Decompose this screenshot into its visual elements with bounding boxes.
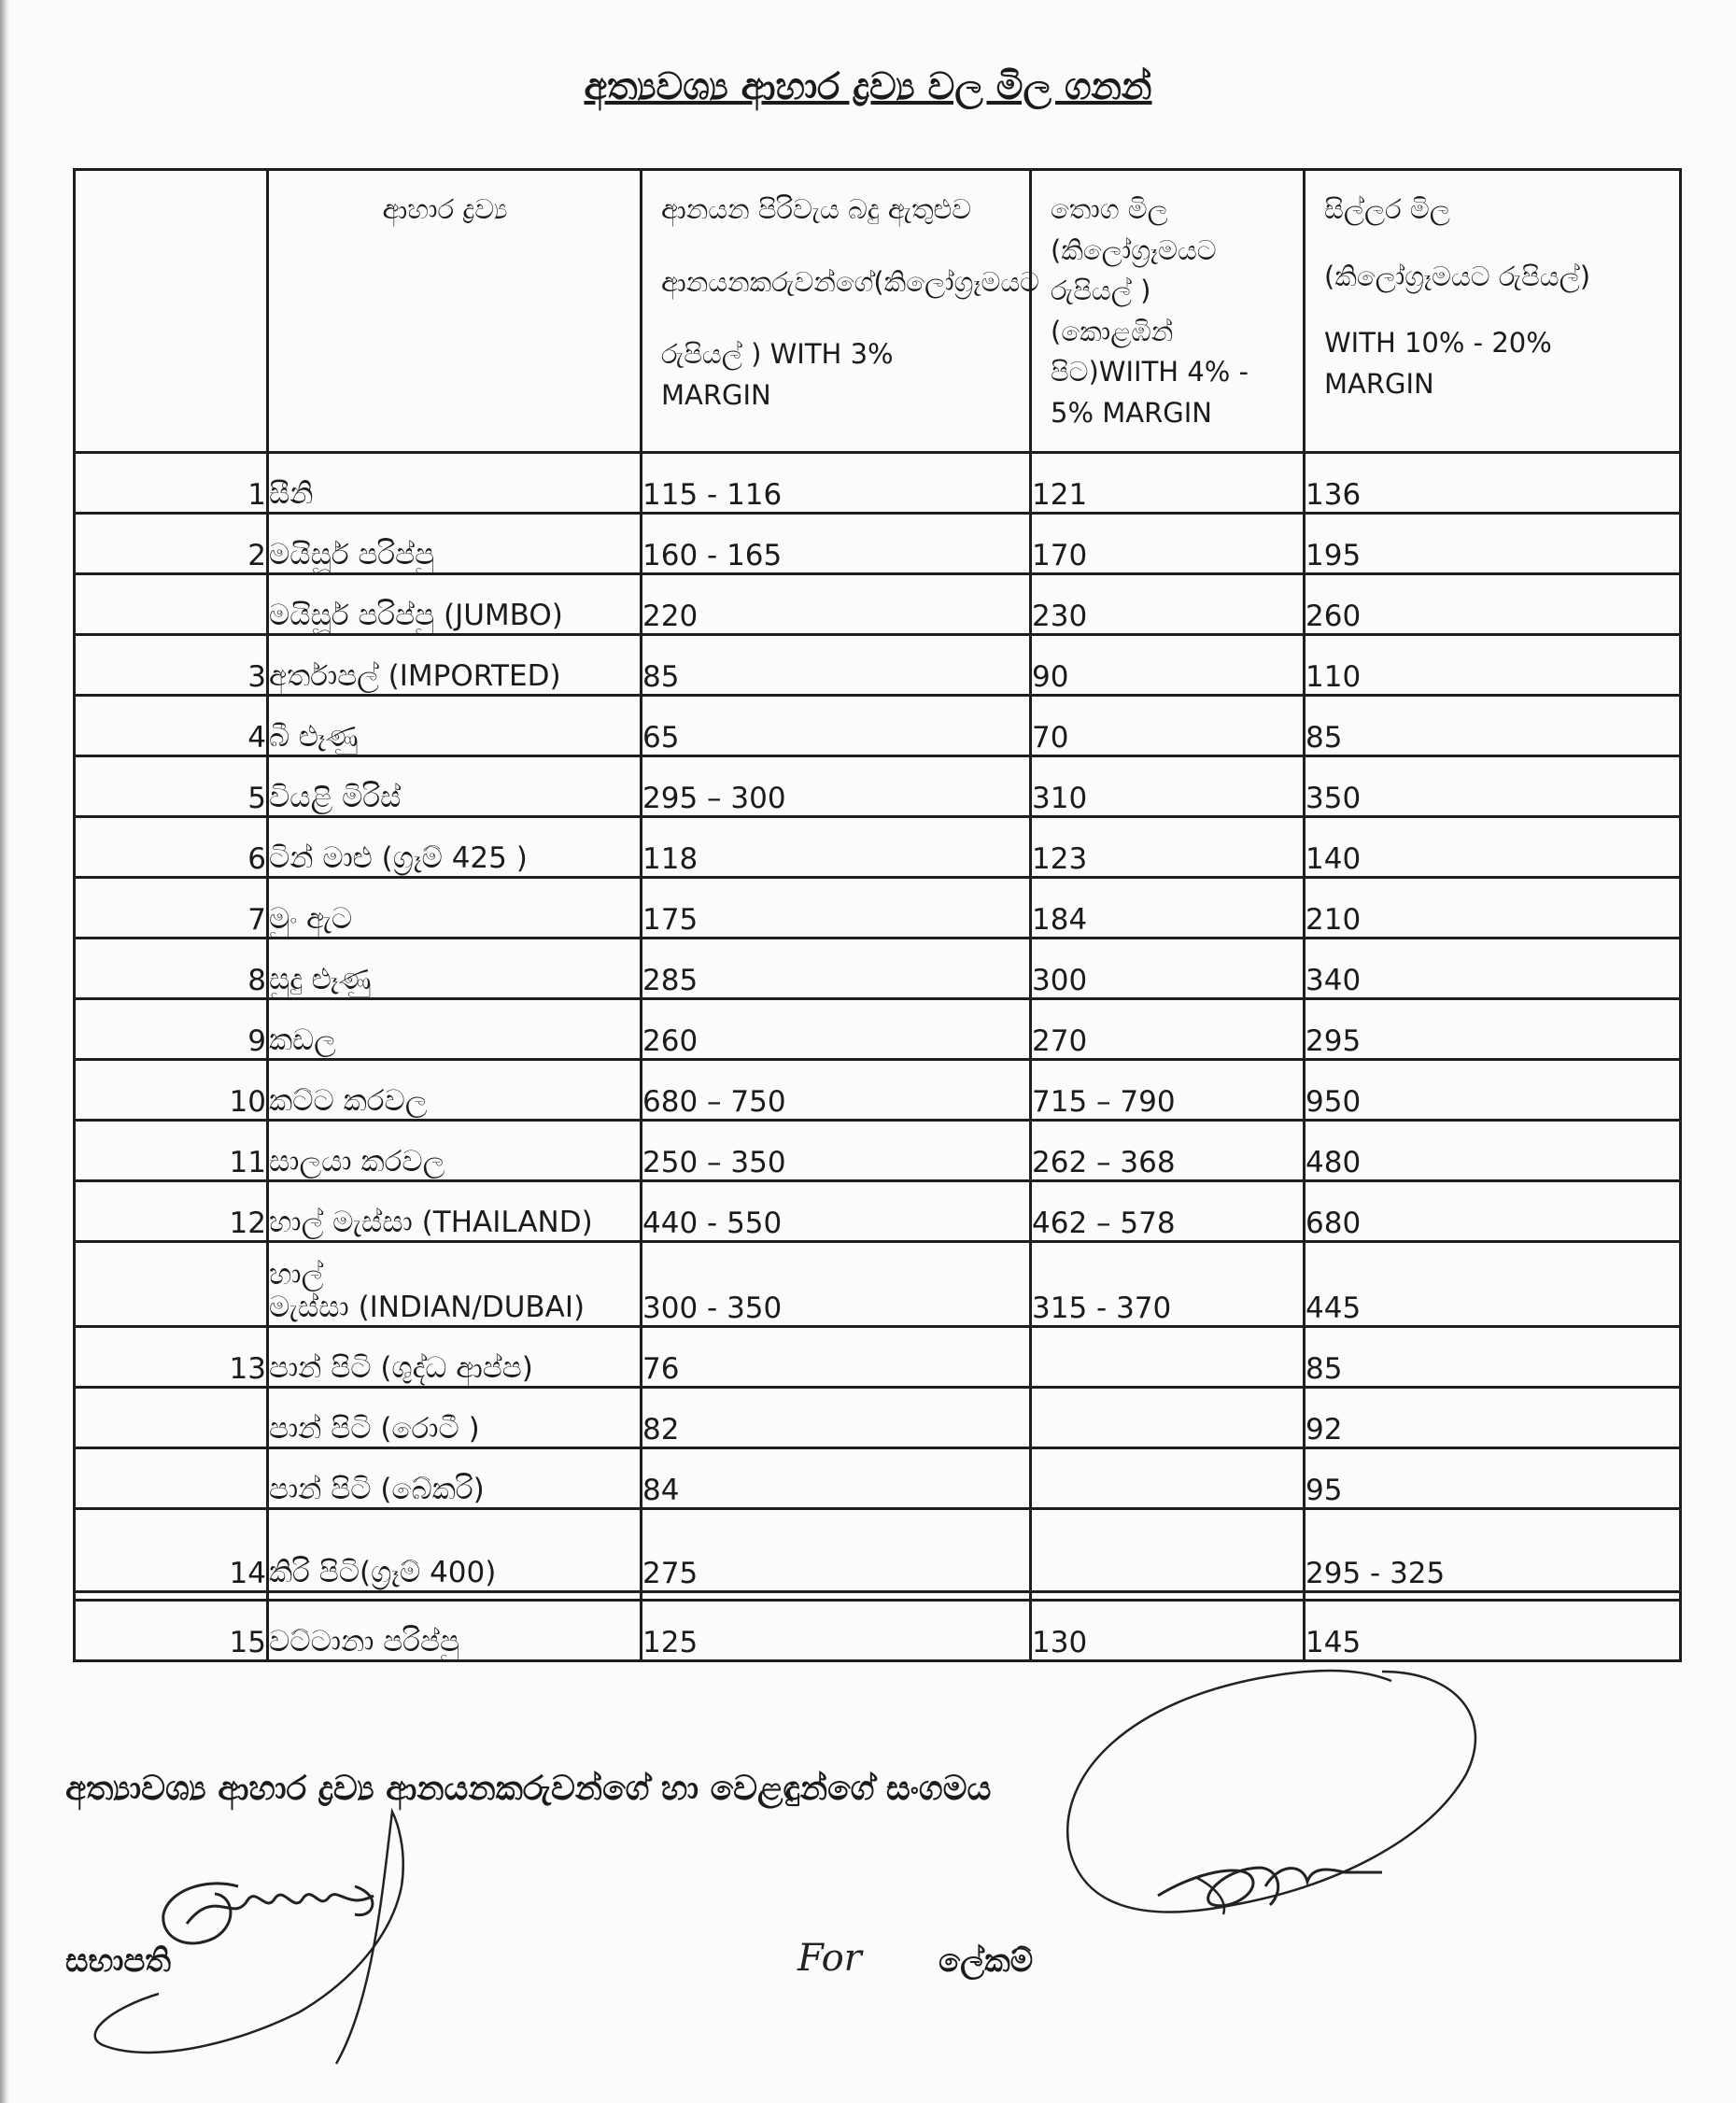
import-cost: 440 - 550 [642, 1181, 1031, 1242]
food-item: මයිසූර් පරිප්පු [268, 514, 642, 574]
price-table [73, 168, 1682, 1662]
divider-cell [1031, 1592, 1305, 1601]
row-number: 4 [75, 696, 268, 756]
food-item: පාන් පිටි (ශුද්ධ ආප්ප) [268, 1327, 642, 1388]
retail-price: 260 [1305, 574, 1681, 635]
retail-price: 295 [1305, 999, 1681, 1060]
header-wholesale-line: රුපියල් ) [1051, 275, 1151, 306]
divider-cell [75, 1592, 268, 1601]
import-cost: 250 – 350 [642, 1121, 1031, 1181]
table-row [75, 756, 1681, 817]
table-row [75, 1060, 1681, 1121]
retail-price: 210 [1305, 878, 1681, 939]
wholesale-price: 315 - 370 [1031, 1242, 1305, 1327]
table-row [75, 1181, 1681, 1242]
header-import-line: ආනයනකරුවන්ගේ(කිලෝග්‍රෑමයට [661, 265, 1040, 298]
row-number: 8 [75, 939, 268, 999]
table-row [75, 1509, 1681, 1592]
retail-price: 480 [1305, 1121, 1681, 1181]
header-wholesale-line: පිට)WIITH 4% - 5% MARGIN [1051, 356, 1249, 429]
wholesale-price: 300 [1031, 939, 1305, 999]
table-row [75, 1242, 1681, 1327]
header-retail-line: (කිලෝග්‍රෑමයට රුපියල්) [1324, 260, 1591, 292]
row-number: 1 [75, 453, 268, 514]
secretary-label: ලේකම් [939, 1942, 1034, 1980]
food-item: මයිසූර් පරිප්පු (JUMBO) [268, 574, 642, 635]
retail-price: 445 [1305, 1242, 1681, 1327]
retail-price: 92 [1305, 1388, 1681, 1448]
wholesale-price: 121 [1031, 453, 1305, 514]
header-item [268, 170, 642, 453]
food-item: පාන් පිටි (බේකරි) [268, 1448, 642, 1509]
table-row [75, 939, 1681, 999]
divider-cell [268, 1592, 642, 1601]
wholesale-price: 462 – 578 [1031, 1181, 1305, 1242]
retail-price: 85 [1305, 1327, 1681, 1388]
food-item: සුදු ළූණු [268, 939, 642, 999]
import-cost: 285 [642, 939, 1031, 999]
row-number [75, 1448, 268, 1509]
food-item: සාලයා කරවල [268, 1121, 642, 1181]
table-row [75, 817, 1681, 878]
table-row [75, 1448, 1681, 1509]
wholesale-price: 230 [1031, 574, 1305, 635]
table-row-divider [75, 1592, 1681, 1601]
header-wholesale-line: තොග මිල [1051, 193, 1168, 225]
food-item [268, 1242, 642, 1327]
import-cost: 260 [642, 999, 1031, 1060]
wholesale-price: 310 [1031, 756, 1305, 817]
row-number [75, 1242, 268, 1327]
food-item: හාල් මැස්සා (THAILAND) [268, 1181, 642, 1242]
import-cost: 76 [642, 1327, 1031, 1388]
scan-edge-shadow [0, 0, 9, 2103]
wholesale-price: 130 [1031, 1601, 1305, 1661]
retail-price: 110 [1305, 635, 1681, 696]
header-import-cost [642, 170, 1040, 453]
table-row [75, 574, 1681, 635]
table-row [75, 1121, 1681, 1181]
import-cost: 125 [642, 1601, 1031, 1661]
row-number: 14 [75, 1509, 268, 1592]
import-cost: 680 – 750 [642, 1060, 1031, 1121]
table-row [75, 696, 1681, 756]
table-row [75, 1327, 1681, 1388]
header-retail-price [1305, 170, 1681, 453]
row-number: 7 [75, 878, 268, 939]
table-row [75, 999, 1681, 1060]
wholesale-price [1031, 1327, 1305, 1388]
import-cost: 275 [642, 1509, 1031, 1592]
header-import-line: රුපියල් ) WITH 3% MARGIN [661, 338, 894, 411]
wholesale-price: 184 [1031, 878, 1305, 939]
row-number: 3 [75, 635, 268, 696]
retail-price: 136 [1305, 453, 1681, 514]
retail-price: 680 [1305, 1181, 1681, 1242]
import-cost: 160 - 165 [642, 514, 1031, 574]
row-number: 12 [75, 1181, 268, 1242]
food-item: කඩල [268, 999, 642, 1060]
header-wholesale-line: (කොළඹින් [1051, 315, 1174, 347]
header-wholesale-price [1031, 170, 1305, 453]
wholesale-price: 262 – 368 [1031, 1121, 1305, 1181]
import-cost: 220 [642, 574, 1031, 635]
secretary-for-text: For [797, 1937, 862, 1980]
import-cost: 295 – 300 [642, 756, 1031, 817]
import-cost: 175 [642, 878, 1031, 939]
retail-price: 950 [1305, 1060, 1681, 1121]
retail-price: 95 [1305, 1448, 1681, 1509]
table-row [75, 453, 1681, 514]
import-cost: 84 [642, 1448, 1031, 1509]
import-cost: 65 [642, 696, 1031, 756]
import-cost: 82 [642, 1388, 1031, 1448]
header-import-line: ආනයන පිරිවැය බදු ඇතුළුව [661, 193, 972, 225]
row-number: 9 [75, 999, 268, 1060]
chairman-signature [75, 1737, 448, 2092]
retail-price: 140 [1305, 817, 1681, 878]
wholesale-price: 715 – 790 [1031, 1060, 1305, 1121]
retail-price: 350 [1305, 756, 1681, 817]
divider-cell [1305, 1592, 1681, 1601]
table-row [75, 1601, 1681, 1661]
food-item-line: මැස්සා (INDIAN/DUBAI) [269, 1291, 586, 1325]
food-item: ටින් මාළු (ග්‍රෑම් 425 ) [268, 817, 642, 878]
row-number: 2 [75, 514, 268, 574]
row-number: 5 [75, 756, 268, 817]
wholesale-price: 270 [1031, 999, 1305, 1060]
wholesale-price: 90 [1031, 635, 1305, 696]
food-item: අර්තාපල් (IMPORTED) [268, 635, 642, 696]
import-cost: 85 [642, 635, 1031, 696]
wholesale-price [1031, 1448, 1305, 1509]
table-row [75, 1388, 1681, 1448]
import-cost: 115 - 116 [642, 453, 1031, 514]
food-item: බී ළූණු [268, 696, 642, 756]
food-item: වියළි මිරිස් [268, 756, 642, 817]
chairman-label: සභාපති [65, 1942, 172, 1980]
row-number: 6 [75, 817, 268, 878]
food-item: මුං ඇට [268, 878, 642, 939]
retail-price: 295 - 325 [1305, 1509, 1681, 1592]
table-row [75, 514, 1681, 574]
page-title: අත්‍යවශ්‍ය ආහාර ද්‍රව්‍ය වල මිල ගනන් [584, 65, 1152, 108]
table-body [75, 453, 1681, 1661]
retail-price: 85 [1305, 696, 1681, 756]
table-row [75, 878, 1681, 939]
food-item: පාන් පිටි (රොටී ) [268, 1388, 642, 1448]
import-cost: 118 [642, 817, 1031, 878]
row-number: 15 [75, 1601, 268, 1661]
wholesale-price [1031, 1509, 1305, 1592]
food-item: වට්ටානා පරිප්පු [268, 1601, 642, 1661]
food-item: කට්ට කරවල [268, 1060, 642, 1121]
header-item-line: ආහාර ද්‍රව්‍ය [382, 193, 508, 225]
retail-price: 340 [1305, 939, 1681, 999]
retail-price: 195 [1305, 514, 1681, 574]
secretary-signature [1027, 1653, 1513, 1961]
import-cost: 300 - 350 [642, 1242, 1031, 1327]
row-number: 11 [75, 1121, 268, 1181]
food-item: කිරි පිටි(ග්‍රෑම් 400) [268, 1509, 642, 1592]
secretary-for-mark [794, 1924, 906, 1989]
table-row [75, 635, 1681, 696]
header-retail-line: WITH 10% - 20% MARGIN [1324, 327, 1552, 400]
retail-price: 145 [1305, 1601, 1681, 1661]
header-wholesale-line: (කිලෝග්‍රෑමයට [1051, 233, 1217, 266]
food-item-line: හාල් [269, 1257, 324, 1291]
wholesale-price: 70 [1031, 696, 1305, 756]
row-number: 10 [75, 1060, 268, 1121]
organization-name: අත්‍යාවශ්‍ය ආහාර ද්‍රව්‍ය ආනයනකරුවන්ගේ හා වෙළඳුන්ගේ සංගමය [65, 1770, 992, 1808]
divider-cell [642, 1592, 1031, 1601]
wholesale-price [1031, 1388, 1305, 1448]
wholesale-price: 123 [1031, 817, 1305, 878]
table-header-row [75, 170, 1681, 453]
food-item: සීනි [268, 453, 642, 514]
header-no [75, 170, 268, 453]
header-retail-line: සිල්ලර මිල [1324, 193, 1450, 225]
wholesale-price: 170 [1031, 514, 1305, 574]
row-number: 13 [75, 1327, 268, 1388]
row-number [75, 1388, 268, 1448]
row-number [75, 574, 268, 635]
